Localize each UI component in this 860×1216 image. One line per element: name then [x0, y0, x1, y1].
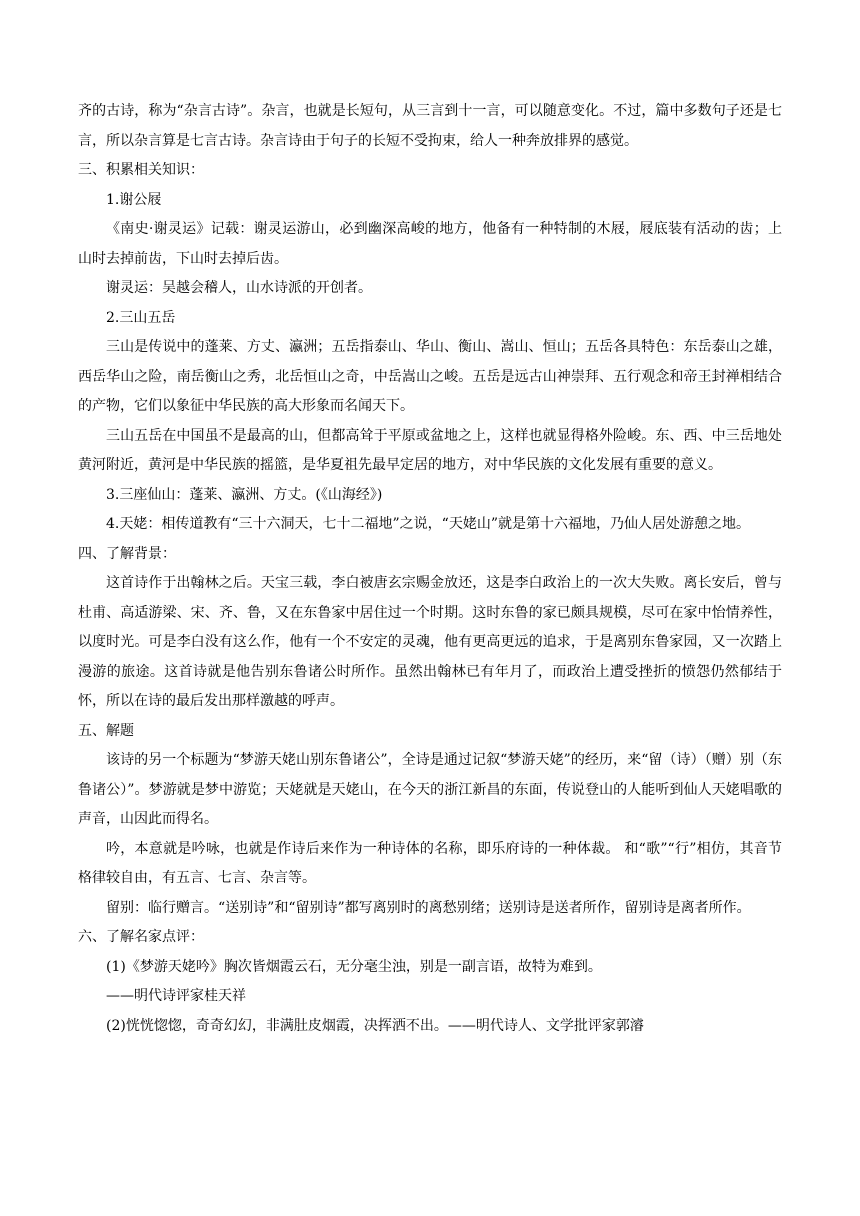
- section-heading-knowledge: 三、积累相关知识：: [78, 162, 204, 178]
- paragraph-liubie-meaning: 留别：临行赠言。“送别诗”和“留别诗”都写离别时的离愁别绪；送别诗是送者所作，留别诗是离者所作。: [106, 899, 751, 916]
- paragraph-sanshan-significance: 三山五岳在中国虽不是最高的山，但都高耸于平原或盆地之上，这样也就显得格外险峻。东、西、中三岳地处黄河附近，黄河是中华民族的摇篮，是华夏祖先最早定居的地方，对中华民族的文化发展有重要的意义。: [78, 427, 782, 473]
- comment-1-attribution: ——明代诗评家桂天祥: [106, 988, 246, 1004]
- item-xiegongji: 1.谢公屐: [106, 191, 162, 208]
- paragraph-title-meaning: 该诗的另一个标题为“梦游天姥山别东鲁诸公”，全诗是通过记叙“梦游天姥”的经历，来“留（诗）（赠）别（东鲁诸公）”。梦游就是梦中游览；天姥就是天姥山，在今天的浙江新昌的东面，传说登山的人能听到仙人天姥唱歌的声音，山因此而得名。: [78, 752, 782, 827]
- paragraph-yin-meaning: 吟，本意就是吟咏，也就是作诗后来作为一种诗体的名称，即乐府诗的一种体裁。 和“歌”“行”相仿，其音节格律较自由，有五言、七言、杂言等。: [78, 840, 782, 886]
- item-sanshan-wuyue: 2.三山五岳: [106, 309, 176, 326]
- paragraph-sanshan-desc: 三山是传说中的蓬莱、方丈、瀛洲；五岳指泰山、华山、衡山、嵩山、恒山；五岳各具特色：东岳泰山之雄，西岳华山之险，南岳衡山之秀，北岳恒山之奇，中岳嵩山之峻。五岳是远古山神崇拜、五行观念和帝王封禅相结合的产物，它们以象征中华民族的高大形象而名闻天下。: [78, 339, 782, 414]
- item-tianmu: 4.天姥：相传道教有“三十六洞天，七十二福地”之说，“天姥山”就是第十六福地，乃仙人居处游憩之地。: [106, 516, 750, 532]
- paragraph-zayan-definition: 齐的古诗，称为“杂言古诗”。杂言，也就是长短句，从三言到十一言，可以随意变化。不过，篇中多数句子还是七言，所以杂言算是七言古诗。杂言诗由于句子的长短不受拘束，给人一种奔放排界的感觉。: [78, 103, 782, 149]
- comment-2: (2)恍恍惚惚，奇奇幻幻，非满肚皮烟霞，决挥洒不出。——明代诗人、文学批评家郭濬: [106, 1017, 644, 1034]
- section-heading-comments: 六、了解名家点评：: [78, 929, 204, 945]
- paragraph-xielingyun: 谢灵运：吴越会稽人，山水诗派的开创者。: [106, 280, 372, 296]
- item-three-immortal-mountains: 3.三座仙山：蓬莱、瀛洲、方丈。(《山海经》): [106, 486, 383, 503]
- comment-1: (1)《梦游天姥吟》胸次皆烟霞云石，无分毫尘浊，别是一副言语，故特为难到。: [106, 958, 602, 975]
- section-heading-title-explanation: 五、解题: [78, 722, 134, 739]
- section-heading-background: 四、了解背景：: [78, 545, 176, 562]
- paragraph-background: 这首诗作于出翰林之后。天宝三载，李白被唐玄宗赐金放还，这是李白政治上的一次大失败。离长安后，曾与杜甫、高适游梁、宋、齐、鲁，又在东鲁家中居住过一个时期。这时东鲁的家已颇具规模，尽可在家中怡情养性，以度时光。可是李白没有这么作，他有一个不安定的灵魂，他有更高更远的追求，于是离别东鲁家园，又一次踏上漫游的旅途。这首诗就是他告别东鲁诸公时所作。虽然出翰林已有年月了，而政治上遭受挫折的愤怨仍然郁结于怀，所以在诗的最后发出那样激越的呼声。: [78, 575, 782, 709]
- paragraph-nanshi-record: 《南史·谢灵运》记载：谢灵运游山，必到幽深高峻的地方，他备有一种特制的木屐，屐底装有活动的齿；上山时去掉前齿，下山时去掉后齿。: [78, 221, 782, 267]
